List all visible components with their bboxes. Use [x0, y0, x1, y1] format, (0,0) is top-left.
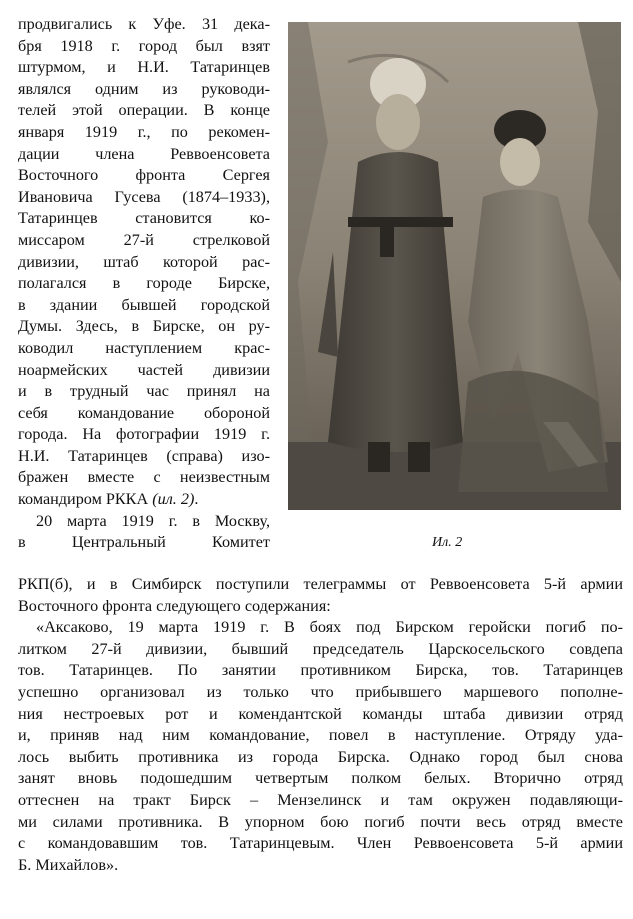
text-line: телей этой операции. В конце [18, 101, 270, 120]
text-line: ния нестроевых рот и комендантской команды штаба дивизии отряд [18, 704, 623, 723]
text-line: Татаринцев становится ко- [18, 209, 270, 228]
text-line: литком 27-й дивизии, бывший председатель Царскосельского совдепа [18, 639, 623, 658]
text-line: себя командование обороной [18, 403, 270, 422]
text-line: лось выбить противника из города Бирска. Однако город был снова [18, 747, 623, 766]
text-line: дации члена Реввоенсовета [18, 144, 270, 163]
text-line: РКП(б), и в Симбирск поступили телеграммы от Реввоенсовета 5-й армии [18, 575, 623, 593]
text-line: оттеснен на тракт Бирск – Мензелинск и там окружен подавляющи- [18, 790, 623, 809]
text-line-part: командиром РККА [18, 490, 153, 509]
text-line: являлся одним из руководи- [18, 79, 270, 98]
text-line: миссаром 27-й стрелковой [18, 230, 270, 249]
paragraph-2-start [18, 511, 270, 554]
text-line: и, приняв над ним командование, повел в наступление. Отряду уда- [18, 726, 623, 745]
paragraph-1 [18, 14, 270, 511]
illustration-reference: (ил. 2) [152, 490, 195, 509]
text-line: Восточного фронта следующего содержания: [18, 596, 331, 615]
text-line: Ивановича Гусева (1874–1933), [18, 187, 270, 206]
historical-photograph [288, 22, 621, 510]
text-line: «Аксаково, 19 марта 1919 г. В боях под Бирском геройски погиб по- [36, 618, 623, 637]
text-line: в Центральный Комитет [18, 533, 270, 552]
text-line: ми силами противника. В упорном бою погиб почти весь отряд вместе [18, 812, 623, 831]
text-line: с командовавшим тов. Татаринцевым. Член Реввоенсовета 5-й армии [18, 834, 623, 853]
photograph-two-men-icon [288, 22, 621, 510]
page [18, 14, 623, 919]
text-line: и в трудный час принял на [18, 382, 270, 401]
text-line: Б. Михайлов». [18, 855, 119, 874]
text-line-part: . [194, 490, 199, 509]
text-line: полагался в городе Бирске, [18, 274, 270, 293]
text-column [18, 14, 270, 554]
text-line: штурмом, и Н.И. Татаринцев [18, 58, 270, 77]
text-line: в здании бывшей городской [18, 295, 270, 314]
text-line: Думы. Здесь, в Бирске, он ру- [18, 317, 270, 336]
text-line: тов. Татаринцев. По занятии противником Бирска, тов. Татаринцев [18, 661, 623, 680]
text-line [18, 489, 270, 511]
text-line: занят вновь подошедшим четвертым полком белых. Вторично отряд [18, 769, 623, 788]
text-line: дивизии, штаб которой рас- [18, 252, 270, 271]
text-line: ководил наступлением крас- [18, 338, 270, 357]
text-line: бря 1918 г. город был взят [18, 36, 270, 55]
text-line: бражен вместе с неизвестным [18, 468, 270, 487]
text-line: ноармейских частей дивизии [18, 360, 270, 379]
text-line: города. На фотографии 1919 г. [18, 425, 270, 444]
text-line: успешно организовал из только что прибывшего маршевого пополне- [18, 682, 623, 701]
text-line: Н.И. Татаринцев (справа) изо- [18, 446, 270, 465]
figure-caption: Ил. 2 [432, 535, 463, 550]
text-line: 20 марта 1919 г. в Москву, [36, 511, 270, 530]
text-line: Восточного фронта Сергея [18, 166, 270, 185]
text-line: продвигались к Уфе. 31 дека- [18, 15, 270, 33]
text-line: января 1919 г., по рекомен- [18, 122, 270, 141]
wide-text [18, 574, 623, 876]
